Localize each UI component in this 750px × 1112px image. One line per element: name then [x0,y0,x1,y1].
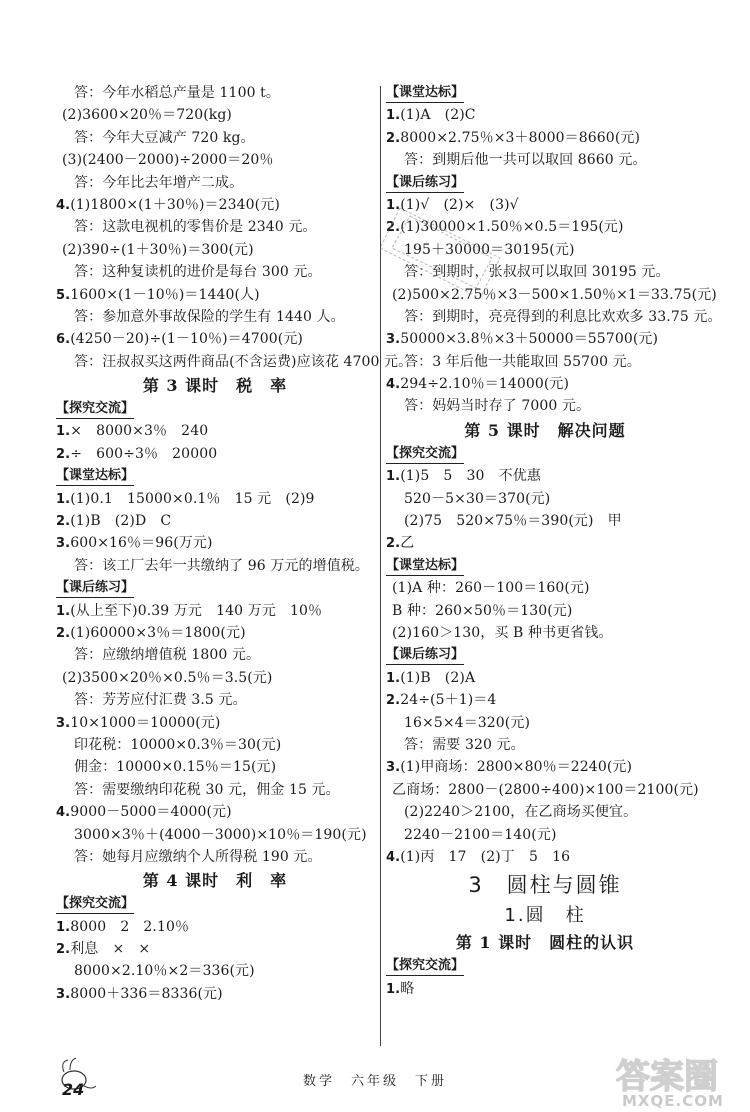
question-line [56,488,374,510]
answer-line: (2)2240＞2100，在乙商场买便宜。 [404,804,638,821]
answer-text: 24÷(5＋1)＝4 [400,692,497,709]
answer-line: 2240－2100＝140(元) [404,826,557,843]
page-number: 24 [62,1080,85,1099]
question-number: 1. [56,491,71,507]
answer-line: (2)75 520×75％＝390(元) 甲 [404,513,622,530]
section-label: 【 探究交流 】 [386,443,704,465]
left-column [56,82,413,1005]
answer-text: (1)A (2)C [400,107,476,124]
question-line [386,978,704,1000]
question-number: 2. [56,446,71,462]
answer-line: 答：到期时，亮亮得到的利息比欢欢多 33.75 元。 [404,308,722,325]
answer-text: 8000＋336＝8336(元) [70,985,223,1002]
question-number: 2. [386,693,401,709]
answer-text: (1)0.1 15000×0.1％ 15 元 (2)9 [70,490,315,507]
question-line [56,420,374,442]
question-number: 1. [386,108,401,124]
answer-text: (4250－20)÷(1－10％)＝4700(元) [70,331,303,348]
lesson-heading: 第 1 课时 圆柱的认识 [455,933,635,953]
question-line [56,443,374,465]
answer-text: 利息 × × [70,941,151,958]
answer-line: 答：需要 320 元。 [404,736,525,753]
answer-line: (2)3500×20％×0.5％＝3.5(元) [62,669,273,686]
answer-text: 8000 2 2.10％ [70,918,190,935]
question-number: 3. [56,715,71,731]
question-number: 2. [386,220,401,236]
answer-line: 答：参加意外事故保险的学生有 1440 人。 [74,308,345,325]
question-line [386,756,704,778]
answer-line: 答：今年大豆减产 720 kg。 [74,129,255,146]
question-number: 4. [386,377,401,393]
answer-line: (2)500×2.75％×3－500×1.50％×1＝33.75(元) [392,286,717,303]
question-number: 1. [386,469,401,485]
answer-line: 答：到期时，张叔叔可以取回 30195 元。 [404,264,670,281]
answer-line: (1)A 种：260－100＝160(元) [392,580,590,597]
question-number: 1. [56,919,71,935]
question-line [386,127,704,149]
answer-text: ÷ 600÷3％ 20000 [70,445,218,462]
question-number: 2. [56,625,71,641]
question-number: 1. [56,603,71,619]
answer-text: (1)甲商场：2800×80％＝2240(元) [400,759,633,776]
question-line [386,104,704,126]
question-number: 1. [386,197,401,213]
question-number: 5. [56,287,71,303]
question-line [386,667,704,689]
answer-text: 10×1000＝10000(元) [70,714,221,731]
question-number: 3. [386,332,401,348]
answer-text: 50000×3.8％×3＋50000＝55700(元) [400,331,659,348]
section-label: 【 课堂达标 】 [386,555,704,577]
answer-line: (2)390÷(1＋30％)＝300(元) [62,241,254,258]
question-line [56,916,374,938]
lesson-heading: 第 3 课时 税 率 [142,376,288,396]
question-line [56,328,374,350]
question-line [386,846,704,868]
question-number: 2. [386,130,401,146]
question-line [386,532,704,554]
section-label: 【 课后练习 】 [386,172,704,194]
question-line [56,712,374,734]
answer-line: 答：该工厂去年一共缴纳了 96 万元的增值税。 [74,557,370,574]
answer-line: B 种：260×50％＝130(元) [392,602,573,619]
answer-line: (2)3600×20％＝720(kg) [62,107,232,124]
answer-line: 答：3 年后他一共能取回 55700 元。 [404,353,641,370]
question-line [56,938,374,960]
question-line [56,983,374,1005]
lesson-heading: 第 4 课时 利 率 [142,871,288,891]
answer-line: 答：芳芳应付汇费 3.5 元。 [74,692,247,709]
question-number: 3. [56,986,71,1002]
section-label: 【 探究交流 】 [56,893,374,915]
section-label: 【 课后练习 】 [56,577,374,599]
answer-line: 3000×3％＋(4000－3000)×10％＝190(元) [74,826,367,843]
answer-text: (1)1800×(1＋30％)＝2340(元) [70,196,280,213]
answer-text: (从上至下)0.39 万元 140 万元 10％ [70,602,323,619]
unit-heading: 3 圆柱与圆锥 [468,873,622,898]
section-label: 【 课堂达标 】 [386,82,704,104]
question-number: 3. [56,536,71,552]
question-number: 4. [386,849,401,865]
answer-text: 294÷2.10％＝14000(元) [400,376,570,393]
answer-line: 印花税：10000×0.3％＝30(元) [74,736,282,753]
answer-text: × 8000×3％ 240 [70,423,209,440]
answer-text: (1)丙 17 (2)丁 5 16 [400,848,571,865]
answer-text: (1)B (2)D C [70,513,172,530]
footer-title: 数学 六年级 下册 [302,1074,447,1089]
answer-line: (3)(2400－2000)÷2000＝20％ [62,152,274,169]
question-line [386,689,704,711]
section-label: 【 探究交流 】 [56,398,374,420]
question-number: 3. [386,760,401,776]
answer-text: 600×16％＝96(万元) [70,535,213,552]
question-number: 6. [56,332,71,348]
section-label: 【 课堂达标 】 [56,465,374,487]
question-line [56,194,374,216]
answer-text: (1)30000×1.50％×0.5＝195(元) [400,219,624,236]
answer-line: 佣金：10000×0.15％＝15(元) [74,759,277,776]
question-number: 4. [56,805,71,821]
answer-text: (1)5 5 30 不优惠 [400,468,541,485]
svg-text:答案圈: 答案圈 [616,1057,718,1097]
question-line [386,465,704,487]
question-number: 1. [386,670,401,686]
section-heading: 1.圆 柱 [504,905,586,927]
question-line [56,532,374,554]
watermark-url: MXQE.COM [622,1092,724,1110]
section-label: 【 探究交流 】 [386,955,704,977]
answer-line: 答：需要缴纳印花税 30 元，佣金 15 元。 [74,781,340,798]
lesson-heading: 第 5 课时 解决问题 [464,420,626,440]
answer-text: (1)B (2)A [400,669,476,686]
answer-line: 答：今年比去年增产二成。 [74,174,244,191]
answer-line: 520－5×30＝370(元) [404,490,551,507]
answer-line: 答：她每月应缴纳个人所得税 190 元。 [74,848,322,865]
answer-text: (1)60000×3％＝1800(元) [70,624,246,641]
answer-text: 1600×(1－10％)＝1440(人) [70,286,260,303]
question-number: 1. [56,424,71,440]
stamp-mark [380,168,540,308]
question-number: 2. [56,942,71,958]
answer-line: 答：今年水稻总产量是 1100 t。 [74,85,280,101]
question-line [56,600,374,622]
question-number: 2. [56,514,71,530]
answer-text: 略 [400,980,415,997]
question-line [56,510,374,532]
question-number: 2. [386,536,401,552]
answer-text: 乙 [400,535,415,552]
question-line [56,801,374,823]
answer-line: 答：这种复读机的进价是每台 300 元。 [74,264,322,281]
answer-line: 答：到期后他一共可以取回 8660 元。 [404,152,647,169]
question-number: 4. [56,197,71,213]
section-label: 【 课后练习 】 [386,644,704,666]
answer-line: 乙商场：2800－(2800÷400)×100＝2100(元) [392,781,699,798]
question-line [386,328,704,350]
answer-line: 答：汪叔叔买这两件商品(不含运费)应该花 4700 元。 [74,353,413,370]
question-line [386,373,704,395]
answer-line: 答：这款电视机的零售价是 2340 元。 [74,219,317,236]
answer-line: 16×5×4＝320(元) [404,714,531,731]
question-number: 1. [386,981,401,997]
question-line [56,284,374,306]
answer-line: 答：妈妈当时存了 7000 元。 [404,398,591,415]
question-line [56,622,374,644]
answer-line: 答：应缴纳增值税 1800 元。 [74,647,261,664]
answer-text: 8000×2.75％×3＋8000＝8660(元) [400,129,641,146]
answer-line: 8000×2.10％×2＝336(元) [74,963,255,980]
answer-text: 9000－5000＝4000(元) [70,804,232,821]
answer-line: (2)160＞130，买 B 种书更省钱。 [392,624,613,641]
answer-text: (1)√ (2)× (3)√ [400,196,519,213]
answer-line: 195＋30000＝30195(元) [404,241,575,258]
